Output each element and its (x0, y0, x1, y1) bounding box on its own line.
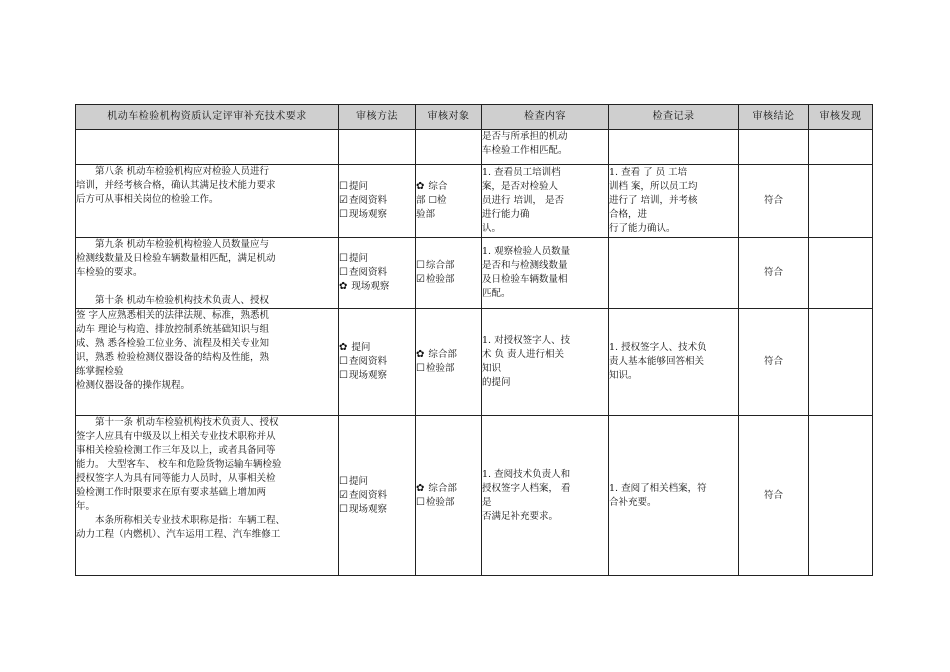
finding-cell (809, 309, 873, 416)
content-line: 1. 查看员工培训档 (482, 167, 561, 178)
requirement-line: 授权签字人为具有同等能力人员时，从事相关检 (76, 473, 276, 484)
target-option (416, 496, 481, 510)
requirement-line: 检测仪器设备的操作规程。 (76, 380, 191, 391)
target-option (416, 194, 481, 208)
header-row (76, 105, 873, 130)
method-option (339, 180, 415, 194)
record-line: 知识。 (609, 370, 638, 381)
record-line: 训档 案，所以员工均 (609, 181, 698, 192)
header-conclusion: 审核结论 (739, 105, 809, 130)
table-row (76, 309, 873, 416)
checkbox-icon: ☐ (339, 267, 348, 278)
requirement-line: 本条所称相关专业技术职称是指：车辆工程、 (95, 515, 286, 526)
header-method: 审核方法 (339, 105, 416, 130)
record-line: 合格，进 (609, 209, 648, 220)
target-label: 检验部 (425, 363, 455, 374)
checkbox-icon: ☐ (339, 503, 348, 515)
record-line: 责人基本能够回答相关 (609, 356, 705, 367)
checkbox-icon: ☑ (416, 274, 425, 285)
cont-record-cell (609, 130, 739, 165)
requirement-line: 第十条 机动车检验机构技术负责人、授权 (95, 295, 270, 306)
target-option (416, 180, 481, 194)
conclusion-value: 符合 (763, 195, 783, 206)
method-option (339, 194, 415, 208)
target-option (416, 482, 481, 496)
target-label: 综合 (425, 181, 448, 192)
record-line: 进行了 培训，并考核 (609, 195, 698, 206)
content-line: 1. 查阅技术负责人和 (482, 468, 571, 480)
requirement-line: 检测线数量及日检验车辆数量相匹配，满足机动 (76, 253, 276, 264)
header-target: 审核对象 (416, 105, 482, 130)
method-label: 查阅资料 (348, 267, 387, 278)
conclusion-cell (739, 165, 809, 238)
requirement-line: 动力工程（内燃机）、汽车运用工程、汽车维修工 (76, 529, 281, 540)
requirement-line: 培训，并经考核合格，确认其满足技术能力要求 (76, 180, 276, 191)
table-row (76, 238, 873, 309)
content-line: 术 负 责人进行相关 (482, 349, 565, 360)
target-label: 验部 (416, 209, 436, 220)
record-cell (609, 165, 739, 238)
method-cell (339, 309, 416, 416)
target-cell (416, 165, 482, 238)
requirement-cell (76, 165, 339, 238)
content-line: 是否和与检测线数量 (482, 260, 568, 271)
target-cell (416, 238, 482, 309)
method-label: 提问 (348, 475, 368, 487)
requirement-line: 能力。 大型客车、 校车和危险货物运输车辆检验 (76, 459, 282, 470)
record-line: 合补充要。 (609, 496, 657, 508)
record-line: 1. 查看 了 员 工培 (609, 167, 688, 178)
record-cell (609, 238, 739, 309)
checkbox-icon: ☐ (339, 356, 348, 367)
table-row (76, 165, 873, 238)
target-label: 综合部 (425, 482, 457, 494)
target-label: 检验部 (425, 496, 455, 508)
target-label: 综合部 (425, 349, 457, 360)
target-option (416, 273, 481, 287)
method-option (339, 475, 415, 489)
method-cell (339, 165, 416, 238)
finding-cell (809, 165, 873, 238)
method-label: 提问 (348, 181, 368, 192)
method-label: 现场观察 (348, 370, 387, 381)
method-option (339, 280, 415, 294)
method-option (339, 489, 415, 503)
conclusion-value: 符合 (763, 489, 783, 501)
requirement-cell (76, 238, 339, 309)
content-line: 的提问 (482, 377, 511, 388)
content-cell (482, 238, 609, 309)
header-requirement: 机动车检验机构资质认定评审补充技术要求 (76, 105, 339, 130)
requirement-line: 年。 (76, 501, 96, 512)
continuation-row (76, 130, 873, 165)
record-cell (609, 416, 739, 576)
method-label: 提问 (348, 342, 371, 353)
requirement-line: 第十一条 机动车检验机构技术负责人、授权 (95, 417, 279, 428)
conclusion-cell (739, 309, 809, 416)
checkbox-icon: ✿ (416, 482, 425, 494)
cont-method-cell (339, 130, 416, 165)
finding-cell (809, 238, 873, 309)
target-option (416, 259, 481, 273)
target-label: 部 ☐检 (416, 195, 447, 206)
requirement-line: 车检验的要求。 (76, 267, 143, 278)
content-line: 授权签字人档案， 看 (482, 482, 571, 494)
requirement-cell (76, 309, 339, 416)
record-line: 行了能力确认。 (609, 223, 676, 234)
requirement-line: 签字人应具有中级及以上相关专业技术职称并从 (76, 431, 276, 442)
table-row (76, 416, 873, 576)
checkbox-icon: ☑ (339, 489, 348, 501)
record-line: 1. 查阅了相关档案，符 (609, 482, 707, 494)
content-cell (482, 165, 609, 238)
checkbox-icon: ☐ (416, 496, 425, 508)
method-option (339, 266, 415, 280)
content-line: 认。 (482, 223, 502, 234)
cont-conclusion-cell (739, 130, 809, 165)
requirement-line: 签 字人应熟悉相关的法律法规、标准，熟悉机 (76, 310, 270, 321)
checkbox-icon: ☐ (416, 363, 425, 374)
content-line: 是否与所承担的机动 (482, 131, 568, 142)
header-record: 检查记录 (609, 105, 739, 130)
requirement-line: 识，熟悉 检验检测仪器设备的结构及性能，熟 (76, 352, 270, 363)
conclusion-cell (739, 238, 809, 309)
checkbox-icon: ☑ (339, 195, 348, 206)
conclusion-value: 符合 (763, 356, 783, 367)
cont-target-cell (416, 130, 482, 165)
requirement-line: 后方可从事相关岗位的检验工作。 (76, 194, 219, 205)
method-label: 查阅资料 (348, 195, 387, 206)
content-line: 1. 观察检验人员数量 (482, 246, 571, 257)
requirement-line: 验检测工作时限要求在原有要求基础上增加两 (76, 487, 267, 498)
content-line: 是 (482, 496, 492, 508)
target-cell (416, 309, 482, 416)
cont-finding-cell (809, 130, 873, 165)
requirement-line: 动车 理论与构造、排放控制系统基础知识与组 (76, 324, 270, 335)
content-line: 车检验工作相匹配。 (482, 145, 568, 156)
requirement-line (76, 280, 338, 294)
checkbox-icon: ☐ (339, 370, 348, 381)
conclusion-value: 符合 (763, 267, 783, 278)
checkbox-icon: ✿ (416, 349, 425, 360)
header-finding: 审核发现 (809, 105, 873, 130)
target-option (416, 348, 481, 362)
checkbox-icon: ✿ (416, 181, 425, 192)
checkbox-icon: ☐ (339, 253, 348, 264)
checkbox-icon: ☐ (339, 209, 348, 220)
requirement-line: 事相关检验检测工作三年及以上，或者具备同等 (76, 445, 276, 456)
method-label: 现场观察 (348, 281, 390, 292)
method-cell (339, 416, 416, 576)
checkbox-icon: ☐ (339, 181, 348, 192)
method-option (339, 369, 415, 383)
target-cell (416, 416, 482, 576)
cont-requirement-cell (76, 130, 339, 165)
requirement-line: 第八条 机动车检验机构应对检验人员进行 (95, 166, 270, 177)
content-line: 匹配。 (482, 288, 511, 299)
method-option (339, 355, 415, 369)
method-option (339, 503, 415, 517)
method-option (339, 341, 415, 355)
target-option (416, 208, 481, 222)
target-label: 综合部 (425, 260, 455, 271)
requirement-line: 成、熟 悉各检验工位业务、流程及相关专业知 (76, 338, 270, 349)
method-cell (339, 238, 416, 309)
record-cell (609, 309, 739, 416)
record-line: 1. 授权签字人、技术负 (609, 342, 707, 353)
requirement-cell (76, 416, 339, 576)
method-option (339, 208, 415, 222)
conclusion-cell (739, 416, 809, 576)
content-line: 进行能力确 (482, 209, 530, 220)
target-option (416, 362, 481, 376)
content-line: 及日检验车辆数量相 (482, 274, 568, 285)
method-label: 提问 (348, 253, 368, 264)
audit-table (75, 104, 873, 576)
content-line: 案，是否对检验人 (482, 181, 559, 192)
requirement-line: 练掌握检验 (76, 366, 124, 377)
target-label: 检验部 (425, 274, 455, 285)
requirement-line: 第九条 机动车检验机构检验人员数量应与 (95, 239, 270, 250)
method-label: 查阅资料 (348, 489, 387, 501)
content-cell (482, 309, 609, 416)
checkbox-icon: ☐ (339, 475, 348, 487)
checkbox-icon: ☐ (416, 260, 425, 271)
content-line: 知识 (482, 363, 502, 374)
content-cell (482, 416, 609, 576)
checkbox-icon: ✿ (339, 281, 348, 292)
method-label: 现场观察 (348, 209, 387, 220)
checkbox-icon: ✿ (339, 342, 348, 353)
finding-cell (809, 416, 873, 576)
method-option (339, 252, 415, 266)
content-line: 否满足补充要求。 (482, 510, 559, 522)
method-label: 查阅资料 (348, 356, 387, 367)
method-label: 现场观察 (348, 503, 387, 515)
content-line: 员进行 培训， 是否 (482, 195, 565, 206)
cont-content-cell (482, 130, 609, 165)
content-line: 1. 对授权签字人、技 (482, 335, 571, 346)
header-content: 检查内容 (482, 105, 609, 130)
